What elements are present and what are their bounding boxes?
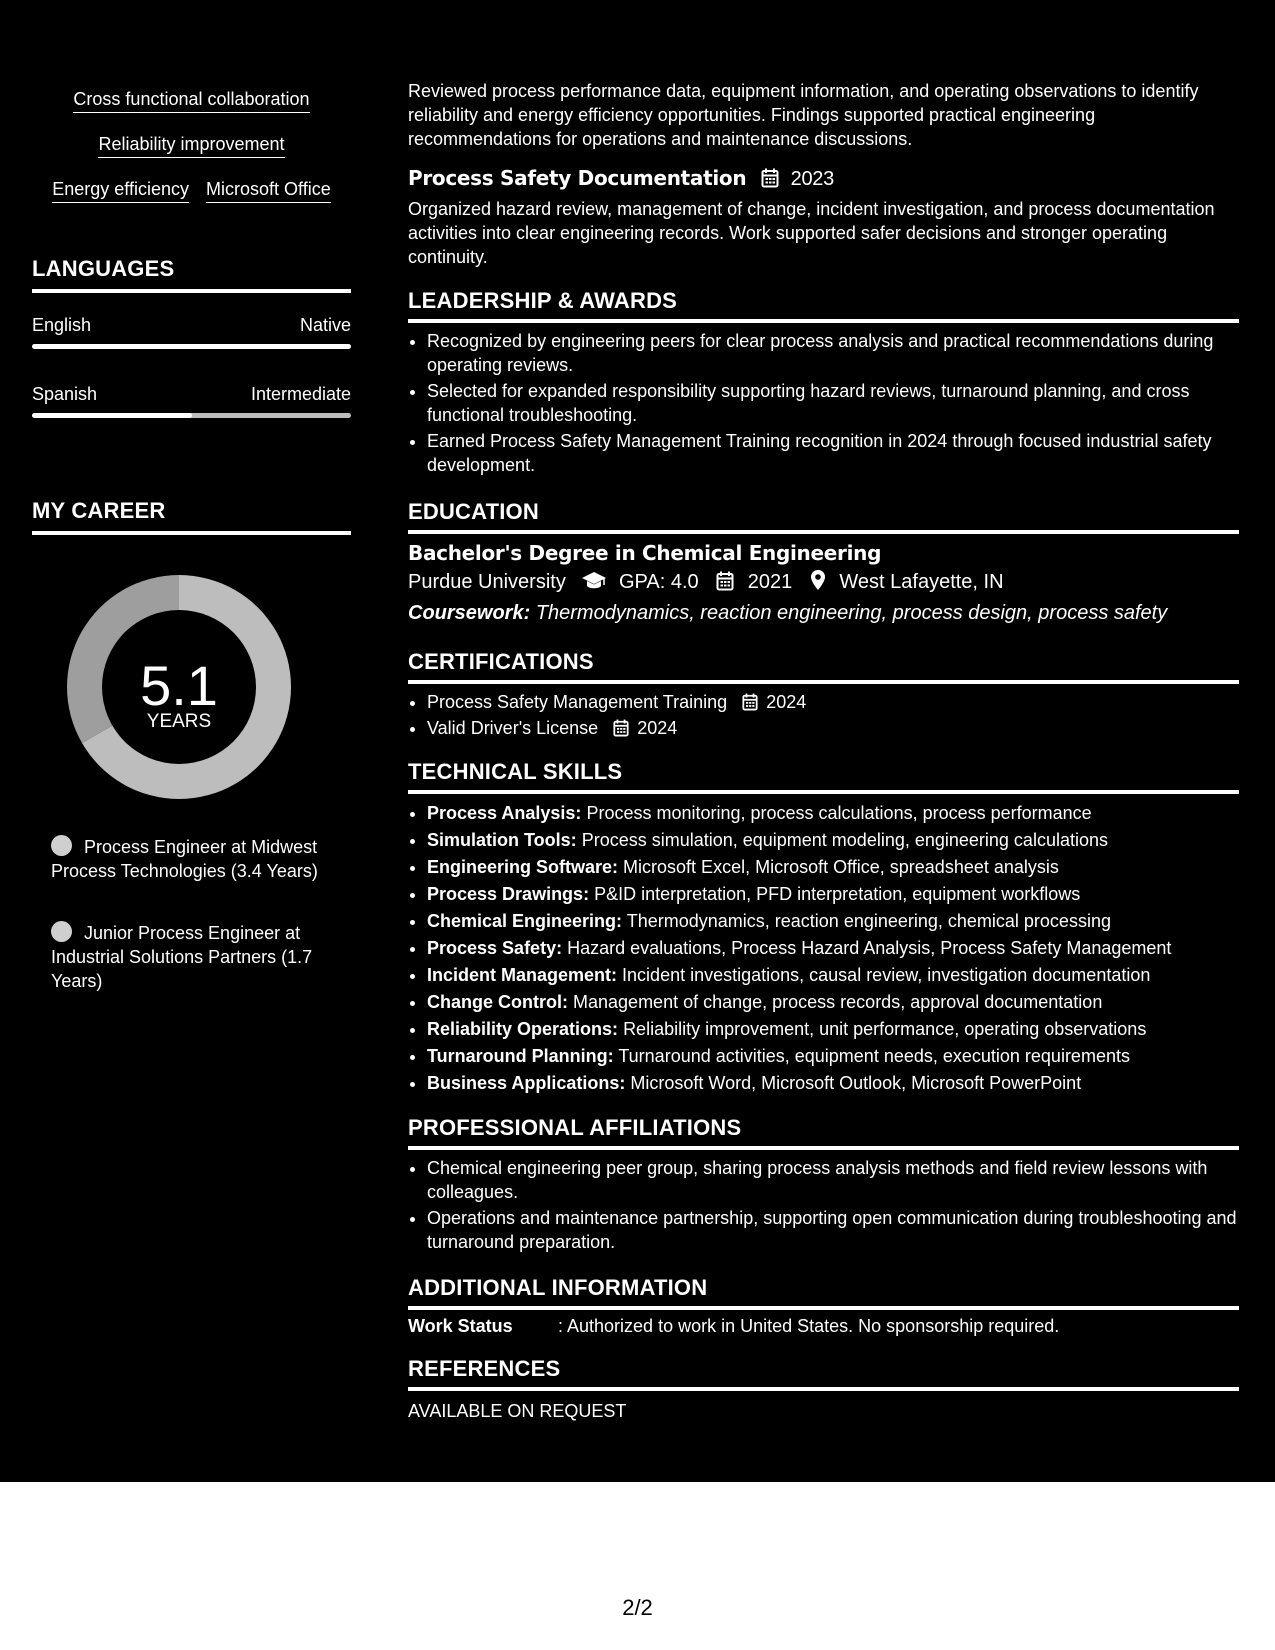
work-status-label: Work Status bbox=[408, 1316, 513, 1336]
language-row bbox=[32, 382, 351, 406]
skill-item bbox=[427, 1017, 1258, 1041]
skill-tag-row bbox=[32, 177, 351, 203]
skill-tag-row bbox=[32, 132, 351, 158]
skill-label: Simulation Tools: bbox=[427, 830, 577, 850]
skill-item bbox=[427, 909, 1258, 933]
technical-skills-list bbox=[408, 801, 1258, 1098]
calendar-icon bbox=[742, 693, 758, 711]
skill-text: P&ID interpretation, PFD interpretation, equipment workflows bbox=[594, 884, 1081, 904]
skill-text: Turnaround activities, equipment needs, execution requirements bbox=[618, 1046, 1130, 1066]
skill-text: Microsoft Word, Microsoft Outlook, Microsoft PowerPoint bbox=[630, 1073, 1082, 1093]
skill-item bbox=[427, 801, 1258, 825]
career-total-value: 5.1 bbox=[140, 654, 218, 717]
certification-year: 2024 bbox=[766, 692, 807, 712]
language-name: English bbox=[32, 315, 92, 335]
left-sidebar bbox=[32, 0, 351, 1482]
skill-tag[interactable]: Energy efficiency bbox=[52, 177, 189, 203]
skill-item bbox=[427, 990, 1258, 1014]
skill-tag[interactable]: Microsoft Office bbox=[206, 177, 331, 203]
leadership-list bbox=[408, 329, 1258, 479]
education-heading: EDUCATION bbox=[408, 498, 1239, 534]
technical-skills-heading: TECHNICAL SKILLS bbox=[408, 758, 1239, 794]
certification-name: Valid Driver's License bbox=[427, 718, 599, 738]
skill-label: Reliability Operations: bbox=[427, 1019, 619, 1039]
main-content bbox=[408, 0, 1239, 1482]
skill-text: Microsoft Excel, Microsoft Office, spreadsheet analysis bbox=[623, 857, 1059, 877]
language-proficiency-bar bbox=[32, 413, 351, 418]
skill-label: Business Applications: bbox=[427, 1073, 626, 1093]
skill-label: Process Drawings: bbox=[427, 884, 590, 904]
certifications-heading: CERTIFICATIONS bbox=[408, 648, 1239, 684]
skill-item bbox=[427, 1071, 1258, 1095]
career-heading: MY CAREER bbox=[32, 497, 351, 535]
graduation-year: 2021 bbox=[747, 571, 793, 593]
skill-label: Chemical Engineering: bbox=[427, 911, 623, 931]
certification-year: 2024 bbox=[637, 718, 678, 738]
list-item: • Recognized by engineering peers for clear process analysis and practical recommendations during operating reviews. bbox=[427, 329, 1258, 377]
degree-title: Bachelor's Degree in Chemical Engineering bbox=[408, 541, 882, 565]
page-number: 2/2 bbox=[622, 1595, 653, 1620]
language-level: Native bbox=[299, 315, 351, 335]
calendar-icon bbox=[613, 719, 629, 737]
skill-item bbox=[427, 1044, 1258, 1068]
language-proficiency-bar bbox=[32, 344, 351, 349]
affiliations-heading: PROFESSIONAL AFFILIATIONS bbox=[408, 1114, 1239, 1150]
language-level: Intermediate bbox=[250, 384, 351, 404]
language-row bbox=[32, 313, 351, 337]
legend-dot bbox=[51, 835, 72, 856]
skill-text: Process monitoring, process calculations, process performance bbox=[586, 803, 1092, 823]
list-item: • Operations and maintenance partnership, supporting open communication during troubleshooting and turnaround preparation. bbox=[427, 1206, 1258, 1254]
coursework-label: Coursework: bbox=[408, 602, 531, 624]
leadership-heading: LEADERSHIP & AWARDS bbox=[408, 287, 1239, 323]
skill-tag[interactable]: Cross functional collaboration bbox=[73, 87, 309, 113]
skill-text: Incident investigations, causal review, investigation documentation bbox=[622, 965, 1151, 985]
list-item: • Chemical engineering peer group, sharing process analysis methods and field review lessons with colleagues. bbox=[427, 1156, 1258, 1204]
additional-info-heading: ADDITIONAL INFORMATION bbox=[408, 1274, 1239, 1310]
skill-tag-row bbox=[32, 87, 351, 113]
work-status-text: : Authorized to work in United States. No sponsorship required. bbox=[558, 1316, 1060, 1336]
project-title: Process Safety Documentation bbox=[408, 166, 747, 190]
school-location: West Lafayette, IN bbox=[839, 571, 1004, 593]
skill-tag[interactable]: Reliability improvement bbox=[98, 132, 284, 158]
gpa: GPA: 4.0 bbox=[618, 571, 699, 593]
legend-dot bbox=[51, 921, 72, 942]
career-role-text: Junior Process Engineer at Industrial Solutions Partners (1.7 Years) bbox=[51, 923, 313, 991]
language-proficiency-fill bbox=[32, 344, 351, 349]
skill-text: Thermodynamics, reaction engineering, chemical processing bbox=[626, 911, 1111, 931]
career-role-text: Process Engineer at Midwest Process Technologies (3.4 Years) bbox=[51, 837, 318, 881]
project-description: Reviewed process performance data, equipment information, and operating observations to identify reliability and energy efficiency opportunities. Findings supported practical engineering recommendations for operations and maintenance discussions. bbox=[408, 81, 1199, 149]
skill-label: Process Analysis: bbox=[427, 803, 582, 823]
coursework-text: Thermodynamics, reaction engineering, process design, process safety bbox=[535, 602, 1168, 624]
skill-item bbox=[427, 963, 1258, 987]
skill-item bbox=[427, 882, 1258, 906]
certifications-list bbox=[408, 690, 1258, 742]
education-details bbox=[408, 569, 1239, 595]
affiliations-list bbox=[408, 1156, 1258, 1256]
certification-name: Process Safety Management Training bbox=[427, 692, 728, 712]
skill-text: Management of change, process records, approval documentation bbox=[573, 992, 1103, 1012]
skill-label: Incident Management: bbox=[427, 965, 618, 985]
school-name: Purdue University bbox=[408, 571, 566, 593]
list-item: • Selected for expanded responsibility supporting hazard reviews, turnaround planning, and cross functional troubleshooting. bbox=[427, 379, 1258, 427]
language-proficiency-fill bbox=[32, 413, 192, 418]
skill-item bbox=[427, 828, 1258, 852]
language-name: Spanish bbox=[32, 384, 98, 404]
skill-text: Reliability improvement, unit performance, operating observations bbox=[623, 1019, 1147, 1039]
list-item bbox=[427, 690, 1258, 714]
career-role bbox=[51, 921, 331, 993]
graduation-cap-icon bbox=[581, 571, 607, 591]
skill-text: Process simulation, equipment modeling, engineering calculations bbox=[581, 830, 1108, 850]
list-item: • Earned Process Safety Management Training recognition in 2024 through focused industrial safety development. bbox=[427, 429, 1258, 477]
calendar-icon bbox=[716, 571, 734, 591]
calendar-icon bbox=[761, 168, 779, 188]
skill-text: Hazard evaluations, Process Hazard Analysis, Process Safety Management bbox=[567, 938, 1172, 958]
career-total-unit: YEARS bbox=[146, 711, 212, 732]
skill-item bbox=[427, 936, 1258, 960]
location-pin-icon bbox=[810, 569, 826, 591]
list-item bbox=[427, 716, 1258, 740]
project-title-line bbox=[408, 165, 834, 192]
skill-label: Engineering Software: bbox=[427, 857, 619, 877]
skill-item bbox=[427, 855, 1258, 879]
project-year: 2023 bbox=[790, 168, 834, 190]
work-status bbox=[408, 1314, 1239, 1338]
coursework bbox=[408, 600, 1239, 626]
project-description: Organized hazard review, management of change, incident investigation, and process documentation activities into clear engineering records. Work supported safer decisions and stronger operating continuity. bbox=[408, 199, 1215, 267]
references-heading: REFERENCES bbox=[408, 1355, 1239, 1391]
skill-label: Turnaround Planning: bbox=[427, 1046, 614, 1066]
career-donut-chart bbox=[67, 575, 291, 799]
skill-label: Process Safety: bbox=[427, 938, 563, 958]
languages-heading: LANGUAGES bbox=[32, 255, 351, 293]
career-role bbox=[51, 835, 331, 883]
references-text: AVAILABLE ON REQUEST bbox=[408, 1401, 627, 1421]
skill-label: Change Control: bbox=[427, 992, 568, 1012]
